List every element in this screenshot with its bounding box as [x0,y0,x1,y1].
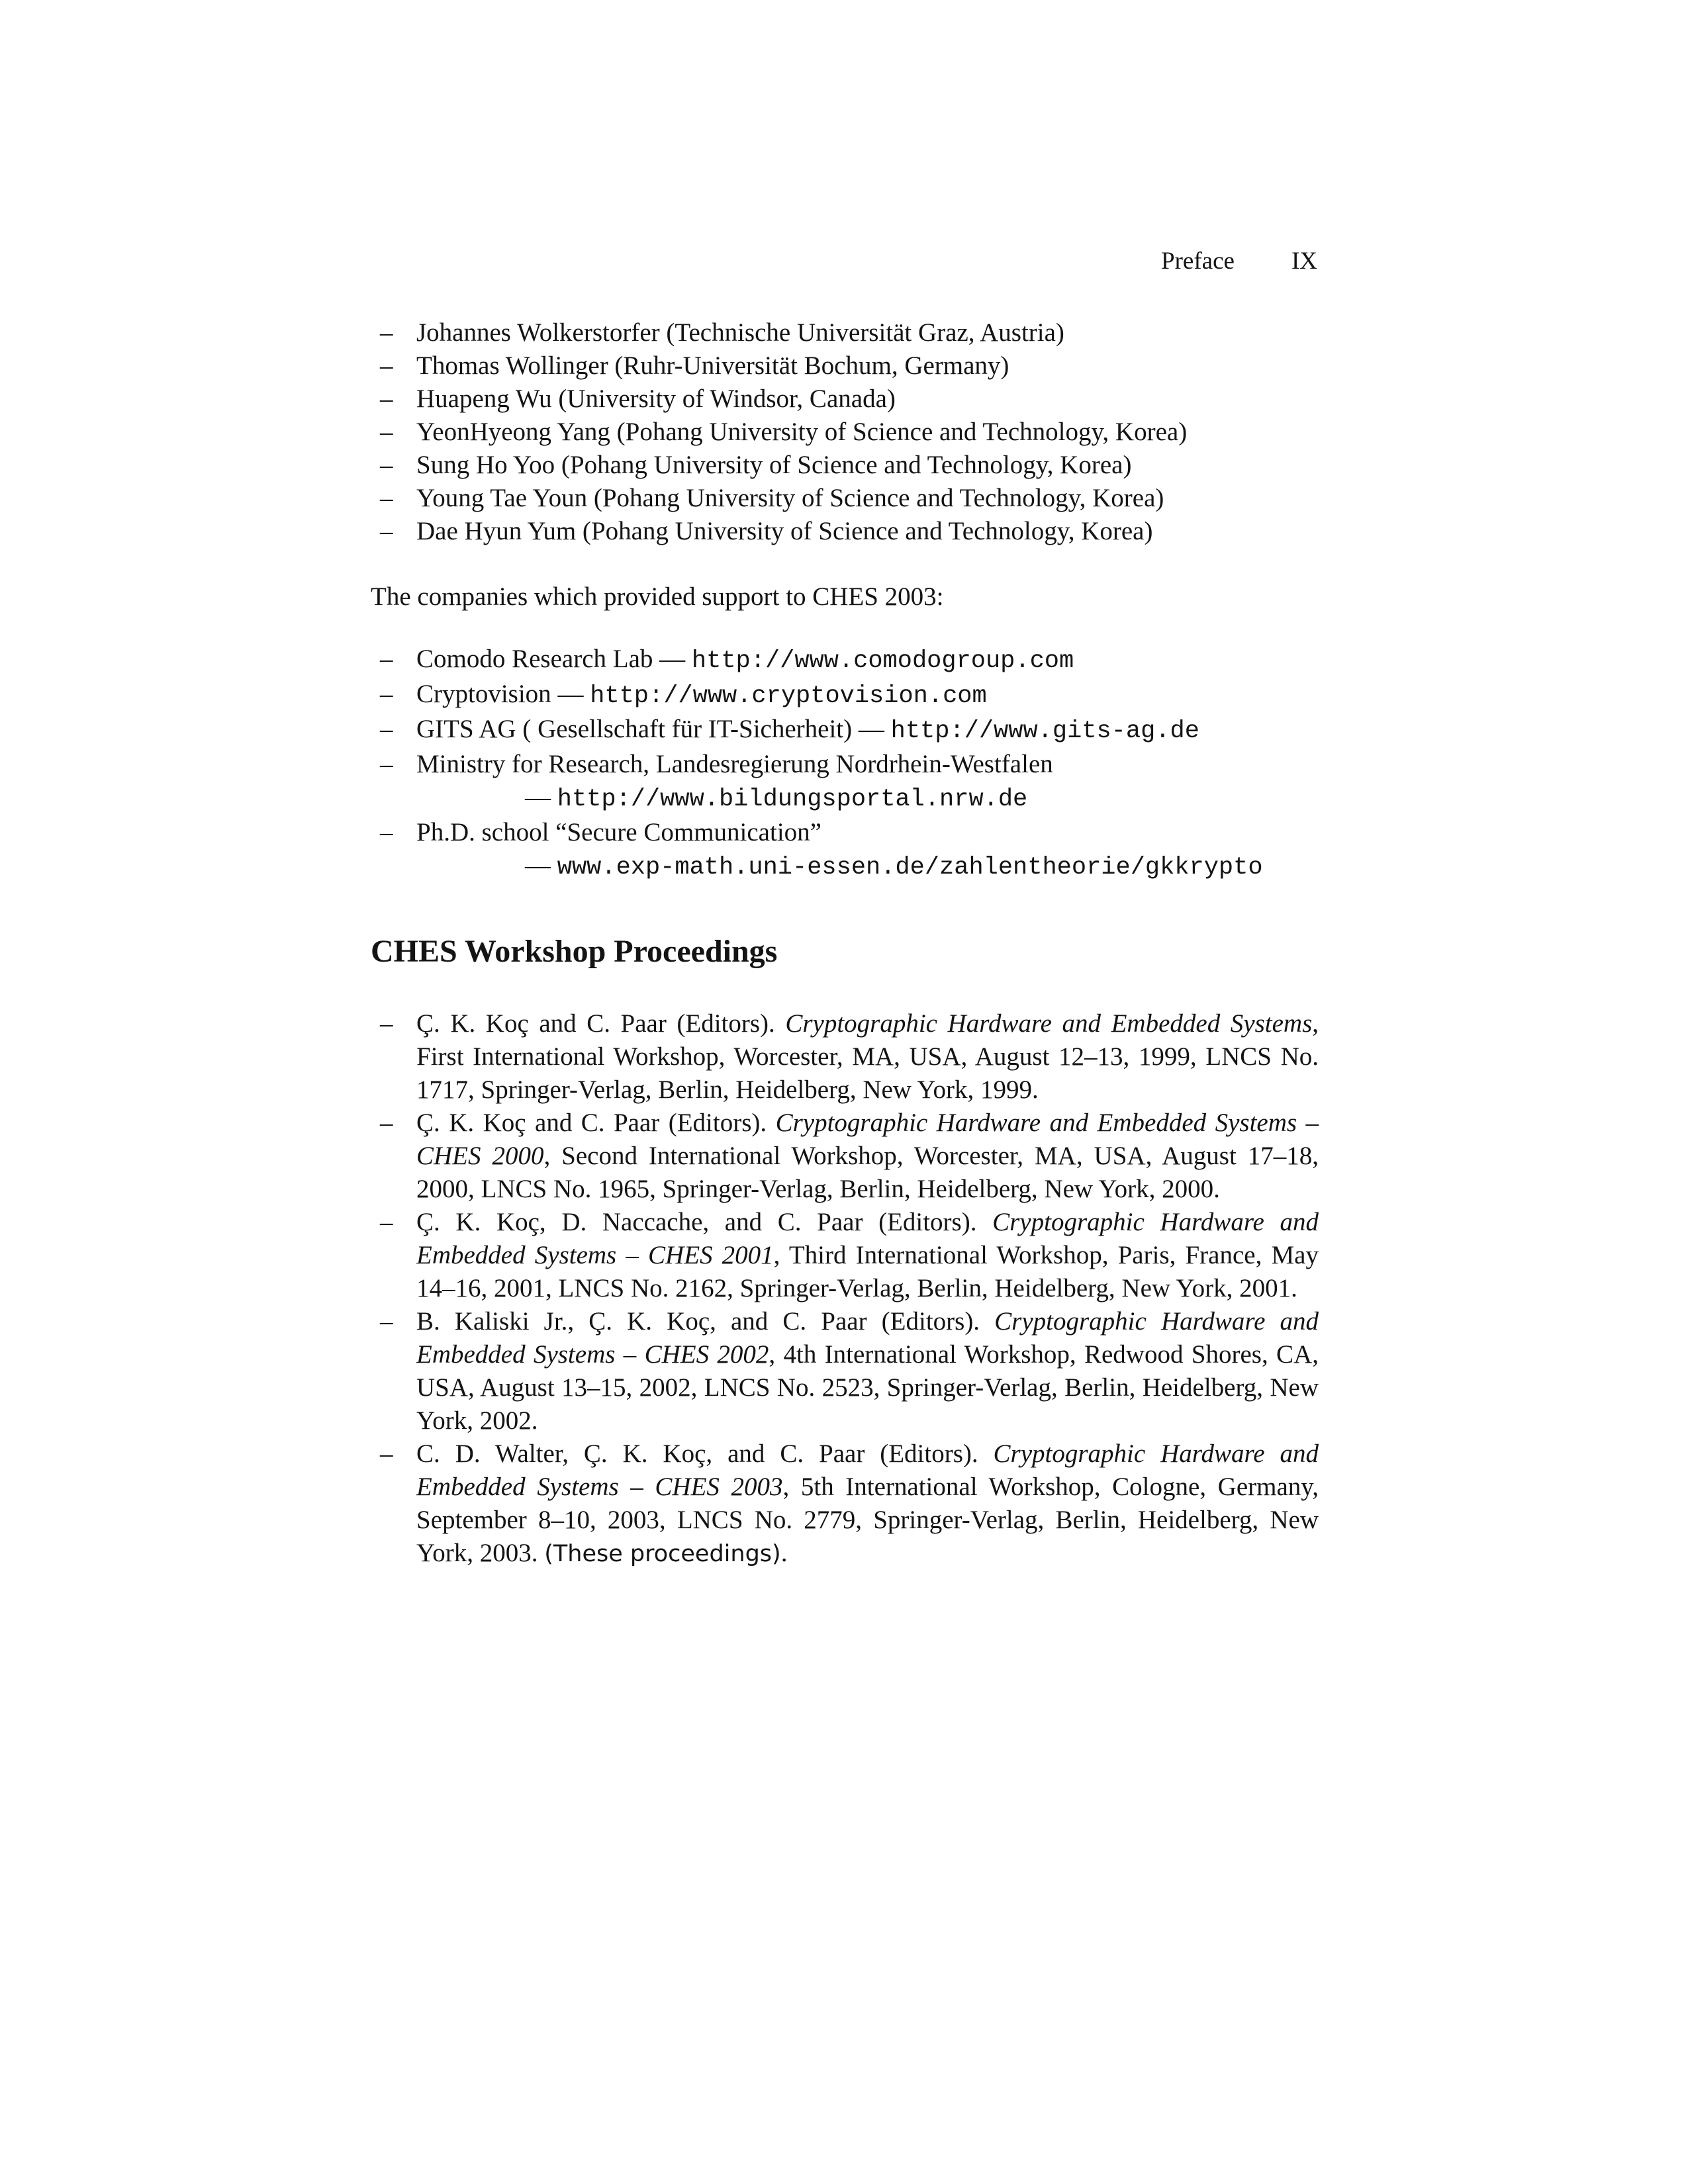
reference-note: (These proceedings) [544,1541,781,1567]
separator: — [852,715,891,743]
sponsor-name: Ph.D. school “Secure Communication” [416,818,821,846]
list-item: – Huapeng Wu (University of Windsor, Canada) [416,383,1319,416]
separator: — [551,680,590,708]
reference-title: Cryptographic Hardware and Embedded Systems – CHES 2002 [416,1307,1319,1369]
reference-editors: C. D. Walter, Ç. K. Koç, and C. Paar (Editors). [416,1439,994,1468]
main-text [371,316,1319,1570]
reference-details: , 4th International Workshop, Redwood Shores, CA, USA, August 13–15, 2002, LNCS No. 2523, Springer-Verlag, Berlin, Heidelberg, New York, 2002. [416,1340,1319,1435]
separator: — [525,851,557,880]
list-item: – Sung Ho Yoo (Pohang University of Science and Technology, Korea) [416,449,1319,482]
sponsor-url-line [416,849,1319,884]
reference-item [416,1107,1319,1206]
reference-end: . [780,1539,788,1567]
separator: — [653,645,692,673]
reference-editors: Ç. K. Koç, D. Naccache, and C. Paar (Editors). [416,1208,993,1236]
page-number: IX [1291,248,1317,275]
sponsor-list [371,643,1319,884]
sponsor-item [416,748,1319,816]
sponsor-url: http://www.bildungsportal.nrw.de [557,786,1028,813]
reference-item [416,1007,1319,1107]
sponsor-item [416,643,1319,678]
proceedings-list [371,1007,1319,1570]
reference-title: Cryptographic Hardware and Embedded Systems – CHES 2000 [416,1109,1319,1170]
running-head-title: Preface [1161,248,1235,275]
sponsor-item [416,816,1319,884]
reference-title: Cryptographic Hardware and Embedded Systems – CHES 2003 [416,1439,1319,1501]
list-item: – YeonHyeong Yang (Pohang University of Science and Technology, Korea) [416,416,1319,449]
list-item: – Thomas Wollinger (Ruhr-Universität Bochum, Germany) [416,349,1319,383]
reference-item [416,1206,1319,1305]
sponsor-item [416,713,1319,748]
running-head [1161,245,1317,278]
sponsor-url: http://www.cryptovision.com [590,682,987,710]
sponsor-name: Comodo Research Lab [416,645,653,673]
reference-details: , Second International Workshop, Worcester, MA, USA, August 17–18, 2000, LNCS No. 1965, Springer-Verlag, Berlin, Heidelberg, New York, 2000. [416,1142,1319,1203]
committee-member-list [371,316,1319,548]
sponsor-url: www.exp-math.uni-essen.de/zahlentheorie/gkkrypto [557,854,1263,882]
sponsor-item [416,678,1319,713]
reference-editors: Ç. K. Koç and C. Paar (Editors). [416,1009,786,1038]
list-item: – Dae Hyun Yum (Pohang University of Science and Technology, Korea) [416,515,1319,548]
reference-editors: Ç. K. Koç and C. Paar (Editors). [416,1109,776,1137]
list-item: – Young Tae Youn (Pohang University of Science and Technology, Korea) [416,482,1319,515]
sponsor-url: http://www.gits-ag.de [890,717,1199,745]
section-heading: CHES Workshop Proceedings [371,934,778,969]
sponsor-url-line [416,781,1319,816]
reference-title: Cryptographic Hardware and Embedded Systems [785,1009,1313,1038]
sponsor-name: Ministry for Research, Landesregierung Nordrhein-Westfalen [416,750,1053,778]
reference-editors: B. Kaliski Jr., Ç. K. Koç, and C. Paar (Editors). [416,1307,995,1336]
reference-item [416,1305,1319,1437]
companies-intro: The companies which provided support to CHES 2003: [371,582,944,611]
sponsor-url: http://www.comodogroup.com [691,647,1074,675]
reference-item [416,1437,1319,1570]
sponsor-name: Cryptovision [416,680,551,708]
reference-details: , First International Workshop, Worcester, MA, USA, August 12–13, 1999, LNCS No. 1717, Springer-Verlag, Berlin, Heidelberg, New York, 1999. [416,1009,1319,1104]
reference-details: , 5th International Workshop, Cologne, Germany, September 8–10, 2003, LNCS No. 2779, Springer-Verlag, Berlin, Heidelberg, New York, 2003. [416,1473,1319,1567]
sponsor-name: GITS AG ( Gesellschaft für IT-Sicherheit) [416,715,853,743]
list-item: – Johannes Wolkerstorfer (Technische Universität Graz, Austria) [416,316,1319,349]
reference-title: Cryptographic Hardware and Embedded Systems – CHES 2001 [416,1208,1319,1269]
separator: — [525,783,557,811]
reference-details: , Third International Workshop, Paris, France, May 14–16, 2001, LNCS No. 2162, Springer-Verlag, Berlin, Heidelberg, New York, 2001. [416,1241,1319,1302]
